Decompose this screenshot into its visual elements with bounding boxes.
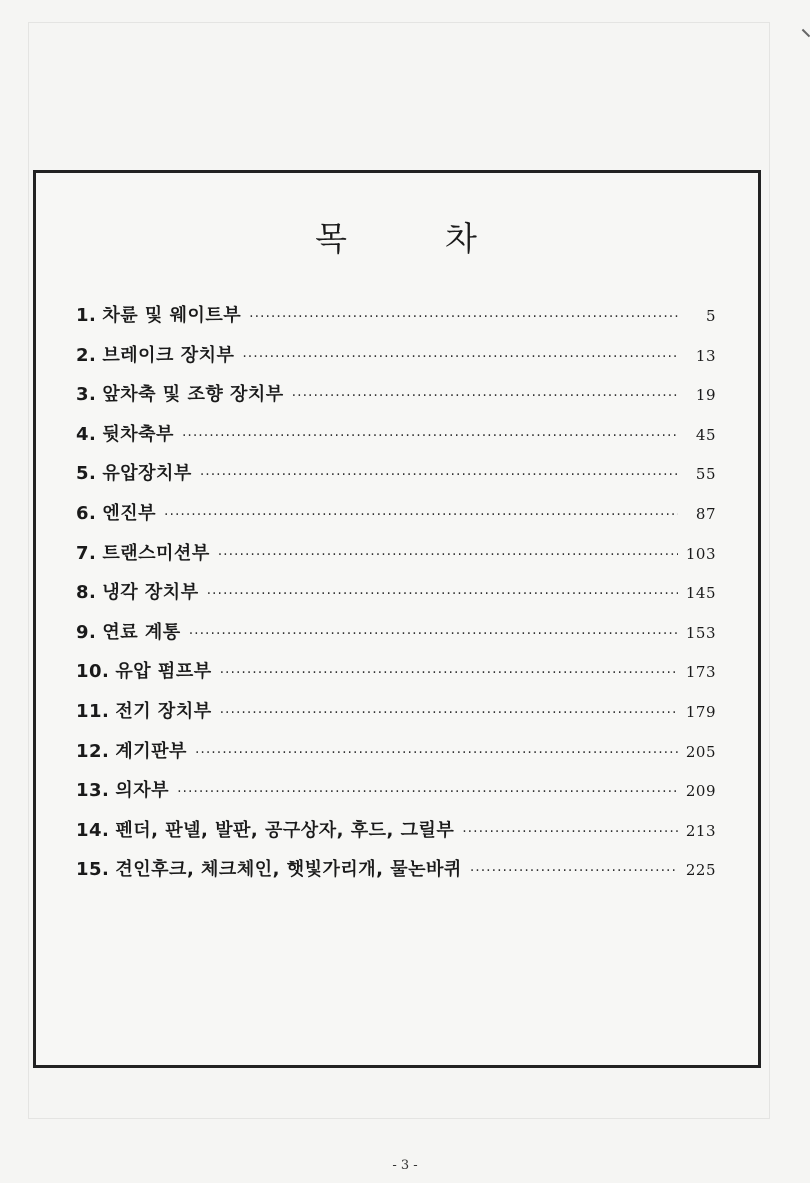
toc-entry-number: 8.: [76, 582, 97, 604]
toc-entry-label: 연료 계통: [102, 621, 181, 643]
toc-entry-label: 뒷차축부: [102, 423, 174, 445]
toc-entry-number: 2.: [76, 344, 97, 366]
dot-leader: [182, 428, 678, 444]
toc-entry[interactable]: [76, 380, 716, 420]
dot-leader: [292, 388, 678, 404]
toc-entry-number: 13.: [76, 780, 110, 802]
page-number: - 3 -: [392, 1158, 418, 1173]
dot-leader: [207, 586, 678, 602]
toc-entry-label: 견인후크, 체크체인, 햇빛가리개, 물논바퀴: [115, 859, 462, 881]
toc-entry-page: 19: [695, 386, 716, 405]
toc-entry-page: 13: [695, 346, 716, 365]
toc-title-left: 목: [315, 219, 349, 258]
toc-entry-label: 계기판부: [115, 740, 187, 762]
toc-title-right: 차: [445, 219, 479, 258]
toc-entry-page: 213: [685, 821, 716, 840]
toc-entry-number: 5.: [76, 463, 97, 485]
dot-leader: [177, 784, 678, 800]
toc-entry-label: 앞차축 및 조향 장치부: [102, 384, 284, 406]
toc-entry-number: 6.: [76, 502, 97, 524]
dot-leader: [470, 863, 678, 879]
toc-entry-page: 5: [705, 307, 716, 325]
toc-entry-page: 205: [685, 742, 716, 761]
toc-entry-number: 7.: [76, 542, 97, 564]
toc-entry-page: 173: [685, 663, 716, 682]
toc-entry-page: 209: [685, 782, 716, 801]
toc-entry-label: 의자부: [115, 780, 170, 802]
toc-entry-label: 엔진부: [102, 502, 157, 524]
dot-leader: [189, 626, 678, 642]
toc-entry[interactable]: [76, 776, 716, 816]
toc-entry[interactable]: [76, 341, 716, 381]
toc-entry-page: 179: [685, 702, 716, 721]
toc-entry-label: 브레이크 장치부: [102, 344, 235, 366]
dot-leader: [200, 467, 678, 483]
dot-leader: [220, 705, 678, 721]
toc-entry-number: 3.: [76, 384, 97, 406]
toc-entry[interactable]: [76, 578, 716, 618]
toc-entry-label: 펜더, 판넬, 발판, 공구상자, 후드, 그릴부: [115, 819, 455, 841]
toc-entry-number: 1.: [76, 305, 97, 326]
toc-entry-label: 유압장치부: [102, 463, 192, 485]
table-of-contents: [33, 170, 761, 1068]
toc-entry-page: 153: [685, 623, 716, 642]
toc-entry[interactable]: [76, 539, 716, 579]
dot-leader: [249, 309, 678, 325]
toc-entry-label: 차륜 및 웨이트부: [102, 305, 242, 326]
toc-entry-page: 87: [695, 504, 716, 523]
toc-entry[interactable]: [76, 816, 716, 856]
toc-entry-number: 12.: [76, 740, 110, 762]
toc-entry[interactable]: [76, 618, 716, 658]
toc-entry[interactable]: [76, 499, 716, 539]
toc-entry-number: 4.: [76, 423, 97, 445]
toc-entry-label: 유압 펌프부: [115, 661, 212, 683]
toc-entry[interactable]: [76, 855, 716, 895]
toc-entry[interactable]: [76, 420, 716, 460]
toc-entry-page: 55: [695, 465, 716, 484]
toc-entry-label: 냉각 장치부: [102, 582, 199, 604]
toc-entry-number: 10.: [76, 661, 110, 683]
toc-list: [76, 301, 716, 895]
toc-entry[interactable]: [76, 737, 716, 777]
toc-entry[interactable]: [76, 459, 716, 499]
toc-title: [36, 213, 758, 257]
dot-leader: [218, 547, 678, 563]
toc-entry-page: 145: [685, 584, 716, 603]
dot-leader: [195, 745, 678, 761]
toc-entry-page: 45: [695, 425, 716, 444]
toc-entry-number: 14.: [76, 819, 110, 841]
toc-entry-label: 트랜스미션부: [102, 542, 210, 564]
corner-mark: [792, 29, 810, 47]
toc-entry-page: 103: [685, 544, 716, 563]
dot-leader: [462, 824, 678, 840]
toc-entry[interactable]: [76, 301, 716, 341]
toc-entry-number: 9.: [76, 621, 97, 643]
toc-entry[interactable]: [76, 657, 716, 697]
dot-leader: [242, 349, 678, 365]
dot-leader: [164, 507, 678, 523]
toc-entry-label: 전기 장치부: [115, 700, 212, 722]
toc-entry[interactable]: [76, 697, 716, 737]
toc-entry-number: 15.: [76, 859, 110, 881]
dot-leader: [220, 665, 678, 681]
toc-entry-number: 11.: [76, 700, 110, 722]
toc-entry-page: 225: [685, 861, 716, 880]
